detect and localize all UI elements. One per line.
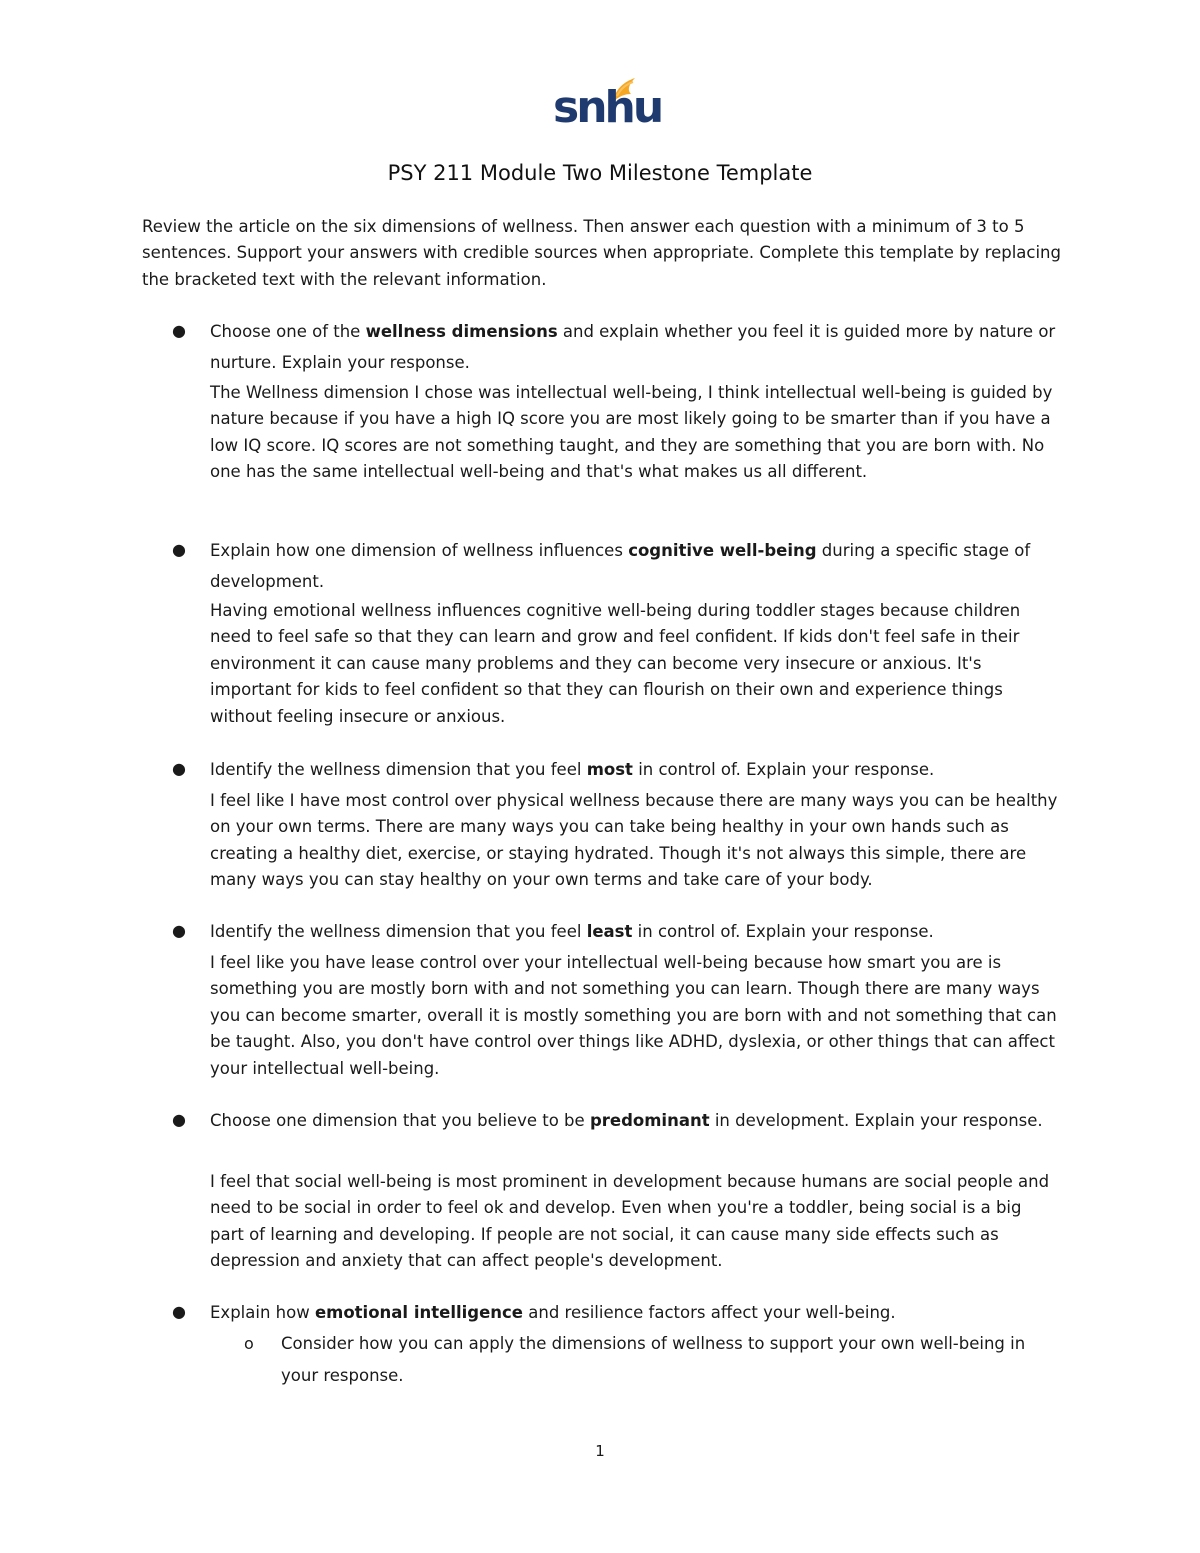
bullet-icon: ● <box>172 540 186 559</box>
question-keyword: least <box>586 922 633 941</box>
question-keyword: emotional intelligence <box>314 1303 523 1322</box>
question-text: Explain how emotional intelligence and resilience factors affect your well-being. <box>210 1303 896 1322</box>
bullet-icon: ● <box>172 1302 186 1321</box>
answer-text: Having emotional wellness influences cognitive well-being during toddler stages because children need to feel safe so that they can learn and grow and feel confident. If kids don't feel safe in their environment it can cause many problems and they can become very insecure or anxious. It's important for kids to feel confident so that they can flourish on their own and experience things without feeling insecure or anxious. <box>210 601 1021 726</box>
answer-text: I feel that social well-being is most prominent in development because humans are social people and need to be social in order to feel ok and develop. Even when you're a toddler, being social is a big part of learning and developing. If people are not social, it can cause many side effects such as depression and anxiety that can affect people's development. <box>210 1172 1050 1271</box>
bullet-icon: ● <box>172 759 186 778</box>
circle-bullet-icon: o <box>244 1334 254 1353</box>
question-text: Explain how one dimension of wellness influences cognitive well-being during a specific stage of development. <box>210 541 1031 591</box>
question-keyword: wellness dimensions <box>365 322 558 341</box>
bullet-icon: ● <box>172 321 186 340</box>
question-keyword: cognitive well-being <box>628 541 817 560</box>
logo-wordmark: snhu <box>553 82 662 133</box>
question-text: Choose one of the wellness dimensions and explain whether you feel it is guided more by nature or nurture. Explain your response. <box>210 322 1056 372</box>
page-number: 1 <box>595 1442 605 1460</box>
page-title: PSY 211 Module Two Milestone Template <box>387 161 813 185</box>
question-text: Identify the wellness dimension that you feel most in control of. Explain your response. <box>210 760 935 779</box>
question-keyword: most <box>586 760 633 779</box>
question-text: Identify the wellness dimension that you feel least in control of. Explain your response. <box>210 922 934 941</box>
question-keyword: predominant <box>589 1111 710 1130</box>
answer-text: I feel like I have most control over physical wellness because there are many ways you can be healthy on your own terms. There are many ways you can take being healthy in your own hands such as creating a healthy diet, exercise, or staying hydrated. Though it's not always this simple, there are many ways you can stay healthy on your own terms and take care of your body. <box>210 791 1058 890</box>
intro-paragraph: Review the article on the six dimensions of wellness. Then answer each question with a minimum of 3 to 5 sentences. Support your answers with credible sources when appropriate. Complete this template by replacing the bracketed text with the relevant information. <box>142 217 1061 289</box>
answer-text: The Wellness dimension I chose was intellectual well-being, I think intellectual well-being is guided by nature because if you have a high IQ score you are most likely going to be smarter than if you have a low IQ score. IQ scores are not something taught, and they are something that you are born with. No one has the same intellectual well-being and that's what makes us all different. <box>210 383 1053 482</box>
bullet-icon: ● <box>172 921 186 940</box>
answer-text: I feel like you have lease control over your intellectual well-being because how smart you are is something you are mostly born with and not something you can learn. Though there are many ways you can become smarter, overall it is mostly something you are born with and not something that can be taught. Also, you don't have control over things like ADHD, dyslexia, or other things that can affect your intellectual well-being. <box>210 953 1057 1078</box>
sub-question-text: Consider how you can apply the dimensions of wellness to support your own well-being in your response. <box>281 1334 1026 1385</box>
question-text: Choose one dimension that you believe to be predominant in development. Explain your response. <box>210 1111 1043 1130</box>
snhu-logo <box>553 72 662 136</box>
bullet-icon: ● <box>172 1110 186 1129</box>
